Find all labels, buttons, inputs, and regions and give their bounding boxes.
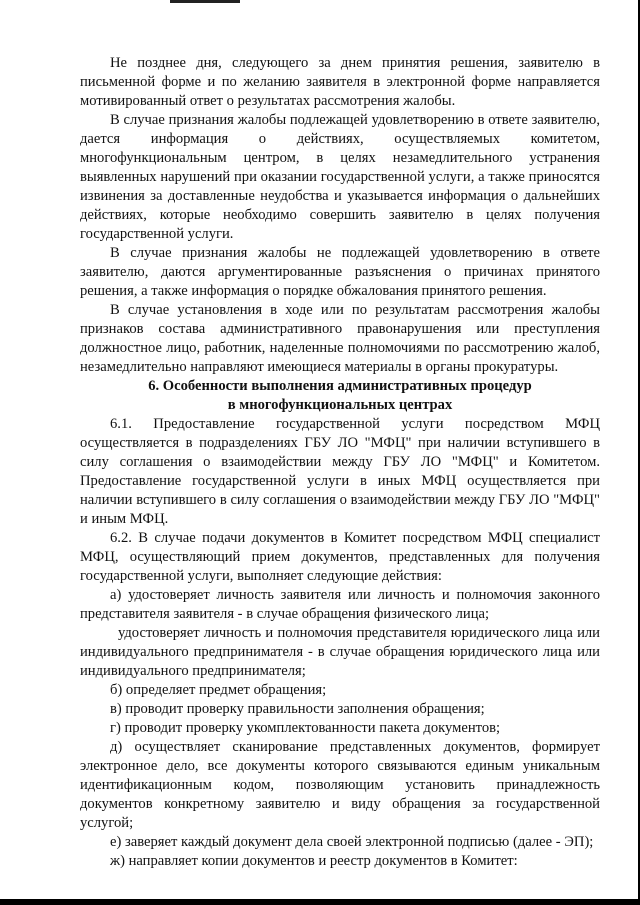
scan-edge-top: [170, 0, 240, 3]
list-item-e: е) заверяет каждый документ дела своей электронной подписью (далее - ЭП);: [110, 834, 594, 850]
document-body: [80, 54, 600, 871]
list-item-b: б) определяет предмет обращения;: [110, 682, 327, 698]
list-item-g: г) проводит проверку укомплектованности пакета документов;: [110, 720, 501, 736]
section-heading-line-1: 6. Особенности выполнения административных процедур: [148, 378, 532, 394]
paragraph-complaint-satisfied: В случае признания жалобы подлежащей удовлетворению в ответе заявителю, дается информация о действиях, осуществляемых комитетом, многофункциональным центром, в целях незамедлительного устранения выявленных нарушений при оказании государственной услуги, а также приносятся извинения за доставленные неудобства и указывается информация о дальнейших действиях, которые необходимо совершить заявителю в целях получения государственной услуги.: [80, 112, 600, 242]
list-item-zh: ж) направляет копии документов и реестр документов в Комитет:: [110, 853, 518, 869]
paragraph-violation-found: В случае установления в ходе или по результатам рассмотрения жалобы признаков состава административного правонарушения или преступления должностное лицо, работник, наделенные полномочиями по рассмотрению жалоб, незамедлительно направляют имеющиеся материалы в органы прокуратуры.: [80, 302, 600, 375]
list-item-d: д) осуществляет сканирование представленных документов, формирует электронное дело, все документы которого связываются единым уникальным идентификационным кодом, позволяющим установить принадлежность документов конкретному заявителю и виду обращения за государственной услугой;: [80, 739, 600, 831]
scan-edge-bottom: [0, 899, 640, 905]
paragraph-6-1: 6.1. Предоставление государственной услуги посредством МФЦ осуществляется в подразделениях ГБУ ЛО "МФЦ" при наличии вступившего в силу соглашения о взаимодействии между ГБУ ЛО "МФЦ" и Комитетом. Предоставление государственной услуги в иных МФЦ осуществляется при наличии вступившего в силу соглашения о взаимодействии между ГБУ ЛО "МФЦ" и иным МФЦ.: [80, 416, 600, 527]
list-item-a: а) удостоверяет личность заявителя или личность и полномочия законного представителя заявителя - в случае обращения физического лица;: [80, 587, 600, 622]
paragraph-complaint-rejected: В случае признания жалобы не подлежащей удовлетворению в ответе заявителю, даются аргументированные разъяснения о причинах принятого решения, а также информация о порядке обжалования принятого решения.: [80, 245, 600, 299]
section-6-heading: [80, 377, 600, 415]
section-heading-line-2: в многофункциональных центрах: [227, 397, 453, 413]
paragraph-response-deadline: Не позднее дня, следующего за днем принятия решения, заявителю в письменной форме и по желанию заявителя в электронной форме направляется мотивированный ответ о результатах рассмотрения жалобы.: [80, 55, 600, 109]
list-item-a-continued: удостоверяет личность и полномочия представителя юридического лица или индивидуального предпринимателя - в случае обращения юридического лица или индивидуального предпринимателя;: [80, 625, 600, 679]
list-item-v: в) проводит проверку правильности заполнения обращения;: [110, 701, 485, 717]
paragraph-6-2: 6.2. В случае подачи документов в Комитет посредством МФЦ специалист МФЦ, осуществляющий прием документов, представленных для получения государственной услуги, выполняет следующие действия:: [80, 530, 600, 584]
